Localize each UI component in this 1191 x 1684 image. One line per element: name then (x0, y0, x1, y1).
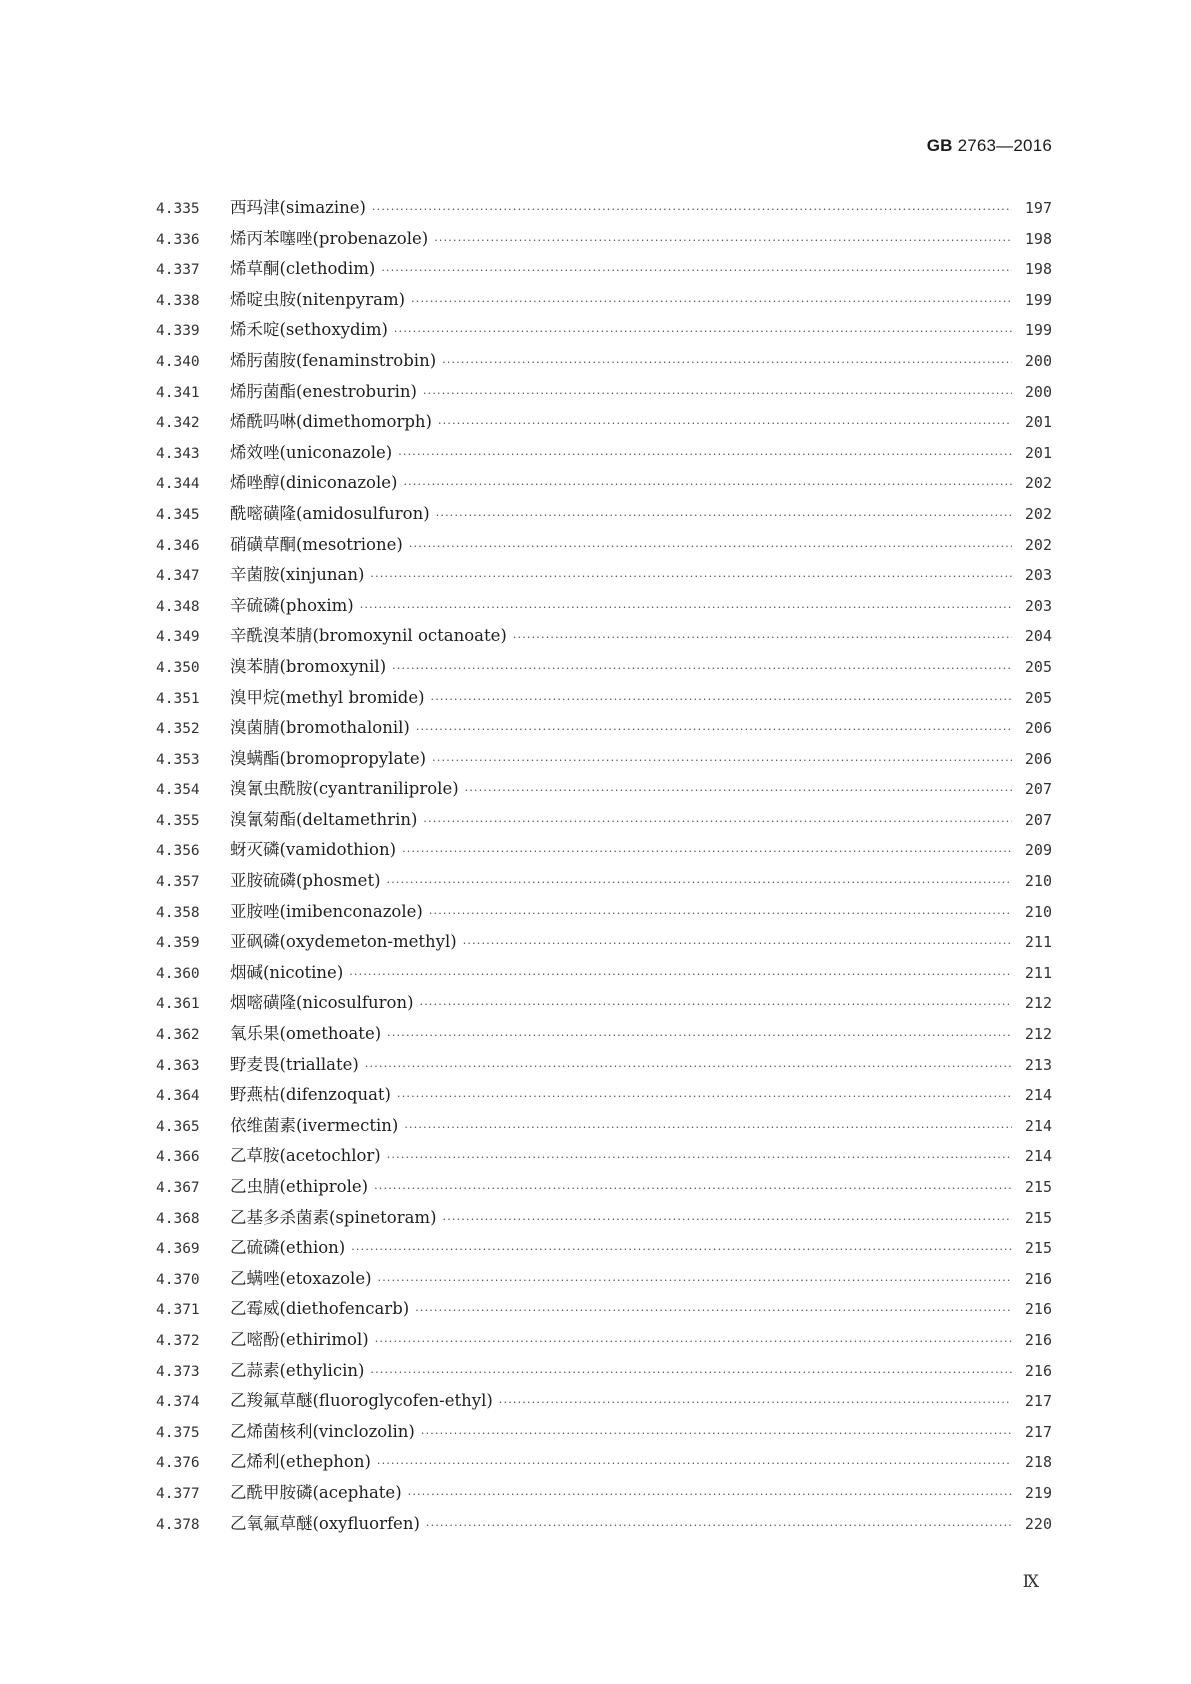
toc-entry[interactable] (156, 1264, 1052, 1295)
toc-dot-leader (420, 990, 1012, 1019)
toc-entry-page[interactable]: 213 (1024, 1055, 1052, 1074)
toc-entry-number: 4.350 (156, 659, 200, 676)
toc-entry-title[interactable]: 乙羧氟草醚(fluoroglycofen-ethyl) (230, 1391, 493, 1411)
toc-entry-number: 4.355 (156, 812, 200, 829)
toc-entry-number: 4.361 (156, 996, 200, 1013)
toc-entry[interactable] (156, 1325, 1052, 1356)
toc-entry-number: 4.357 (156, 874, 200, 891)
toc-entry-title[interactable]: 乙蒜素(ethylicin) (230, 1360, 365, 1380)
toc-entry-page[interactable]: 204 (1024, 627, 1052, 646)
toc-entry[interactable] (156, 346, 1052, 377)
toc-entry-page[interactable]: 200 (1024, 382, 1052, 401)
toc-entry-title[interactable]: 烯草酮(clethodim) (230, 259, 376, 279)
toc-entry-number: 4.372 (156, 1332, 200, 1349)
toc-entry-title[interactable]: 乙霉威(diethofencarb) (230, 1299, 410, 1319)
toc-entry-title[interactable]: 乙虫腈(ethiprole) (230, 1177, 369, 1196)
toc-entry[interactable] (156, 254, 1052, 285)
toc-entry[interactable] (156, 285, 1052, 316)
toc-entry-number: 4.359 (156, 935, 200, 952)
toc-dot-leader (438, 409, 1012, 438)
toc-entry-title[interactable]: 溴苯腈(bromoxynil) (230, 656, 387, 676)
toc-entry-page[interactable]: 207 (1024, 810, 1052, 829)
toc-entry-page[interactable]: 198 (1024, 229, 1052, 248)
toc-entry-number: 4.364 (156, 1088, 200, 1105)
toc-entry-page[interactable]: 215 (1024, 1239, 1052, 1258)
toc-entry-title[interactable]: 溴螨酯(bromopropylate) (230, 748, 427, 768)
toc-entry-page[interactable]: 216 (1024, 1361, 1052, 1380)
toc-dot-leader (436, 501, 1012, 530)
toc-entry[interactable] (156, 224, 1052, 255)
toc-entry-page[interactable]: 197 (1024, 199, 1052, 217)
toc-entry[interactable] (156, 774, 1052, 805)
toc-entry-title[interactable]: 烯唑醇(diniconazole) (230, 473, 398, 493)
toc-dot-leader (415, 1296, 1012, 1325)
toc-entry[interactable] (156, 193, 1052, 224)
toc-entry-title[interactable]: 烯禾啶(sethoxydim) (230, 320, 388, 340)
toc-entry-page[interactable]: 202 (1024, 474, 1052, 493)
toc-entry-page[interactable]: 207 (1024, 780, 1052, 799)
toc-entry-number: 4.341 (156, 384, 200, 401)
toc-entry-page[interactable]: 219 (1024, 1483, 1052, 1502)
toc-entry-page[interactable]: 216 (1024, 1269, 1052, 1288)
toc-entry-number: 4.370 (156, 1271, 200, 1288)
toc-entry[interactable] (156, 1356, 1052, 1387)
toc-dot-leader (513, 623, 1012, 652)
toc-entry[interactable] (156, 1080, 1052, 1111)
toc-entry-number: 4.354 (156, 782, 200, 799)
toc-entry-title[interactable]: 溴氰虫酰胺(cyantraniliprole) (230, 779, 459, 799)
toc-entry-page[interactable]: 202 (1024, 535, 1052, 554)
toc-dot-leader (351, 1235, 1012, 1264)
toc-entry-title[interactable]: 溴甲烷(methyl bromide) (230, 687, 425, 707)
toc-entry-number: 4.347 (156, 568, 200, 585)
toc-entry[interactable] (156, 621, 1052, 652)
toc-entry-number: 4.378 (156, 1516, 200, 1533)
toc-dot-leader (465, 776, 1012, 805)
toc-entry-number: 4.376 (156, 1455, 200, 1472)
toc-entry-title[interactable]: 氧乐果(omethoate) (230, 1024, 382, 1044)
toc-entry[interactable] (156, 897, 1052, 928)
toc-entry-title[interactable]: 烯肟菌酯(enestroburin) (230, 381, 417, 401)
toc-entry-page[interactable]: 214 (1024, 1116, 1052, 1135)
toc-entry-title[interactable]: 乙烯利(ethephon) (230, 1452, 371, 1472)
toc-entry-number: 4.377 (156, 1485, 200, 1502)
toc-dot-leader (365, 1052, 1012, 1081)
toc-dot-leader (404, 1113, 1012, 1142)
toc-entry-number: 4.349 (156, 629, 200, 646)
toc-entry-title[interactable]: 乙草胺(acetochlor) (230, 1146, 381, 1166)
toc-dot-leader (374, 1174, 1012, 1203)
toc-entry-page[interactable]: 216 (1024, 1300, 1052, 1319)
toc-entry[interactable] (156, 1050, 1052, 1081)
toc-dot-leader (402, 837, 1012, 866)
toc-dot-leader (443, 1205, 1012, 1234)
toc-dot-leader (463, 929, 1012, 958)
toc-entry-number: 4.351 (156, 690, 200, 707)
toc-entry-page[interactable]: 214 (1024, 1086, 1052, 1105)
toc-entry-title[interactable]: 溴氰菊酯(deltamethrin) (230, 809, 418, 829)
toc-entry-number: 4.342 (156, 415, 200, 432)
toc-entry-page[interactable]: 201 (1024, 413, 1052, 432)
toc-entry-number: 4.348 (156, 598, 200, 615)
toc-entry[interactable] (156, 1111, 1052, 1142)
toc-entry-page[interactable]: 202 (1024, 504, 1052, 523)
toc-dot-leader (411, 287, 1012, 316)
toc-entry[interactable] (156, 1233, 1052, 1264)
toc-dot-leader (423, 807, 1012, 836)
toc-dot-leader (377, 1449, 1012, 1478)
toc-entry-page[interactable]: 212 (1024, 994, 1052, 1013)
toc-entry-page[interactable]: 203 (1024, 566, 1052, 585)
toc-entry-number: 4.363 (156, 1057, 200, 1074)
toc-entry-title[interactable]: 亚砜磷(oxydemeton-methyl) (230, 932, 457, 952)
toc-entry-title[interactable]: 烯肟菌胺(fenaminstrobin) (230, 350, 437, 370)
toc-entry[interactable] (156, 1417, 1052, 1448)
toc-entry-number: 4.365 (156, 1118, 200, 1135)
toc-entry-number: 4.375 (156, 1424, 200, 1441)
toc-entry[interactable] (156, 988, 1052, 1019)
toc-entry[interactable] (156, 958, 1052, 989)
toc-entry-number: 4.346 (156, 537, 200, 554)
toc-entry-title[interactable]: 亚胺硫磷(phosmet) (230, 871, 381, 891)
toc-entry[interactable] (156, 1447, 1052, 1478)
toc-entry-title[interactable]: 亚胺唑(imibenconazole) (230, 901, 423, 921)
toc-entry-number: 4.374 (156, 1394, 200, 1411)
toc-entry-number: 4.338 (156, 292, 200, 309)
toc-entry[interactable] (156, 805, 1052, 836)
document-code-header (927, 136, 1052, 156)
toc-entry-page[interactable]: 203 (1024, 596, 1052, 615)
toc-entry-page[interactable]: 206 (1024, 749, 1052, 768)
toc-entry[interactable] (156, 468, 1052, 499)
toc-entry-title[interactable]: 乙酰甲胺磷(acephate) (230, 1482, 402, 1502)
toc-dot-leader (409, 532, 1012, 561)
toc-entry-number: 4.344 (156, 476, 200, 493)
toc-dot-leader (378, 1266, 1012, 1295)
toc-entry-title[interactable]: 野燕枯(difenzoquat) (230, 1085, 391, 1105)
toc-entry-number: 4.337 (156, 262, 200, 279)
toc-dot-leader (403, 470, 1012, 499)
toc-dot-leader (381, 256, 1012, 285)
toc-entry-title[interactable]: 烯啶虫胺(nitenpyram) (230, 289, 406, 309)
toc-entry-number: 4.356 (156, 843, 200, 860)
toc-entry[interactable] (156, 1478, 1052, 1509)
toc-entry-page[interactable]: 211 (1024, 933, 1052, 952)
page-number: Ⅸ (1022, 1572, 1039, 1591)
toc-entry[interactable] (156, 407, 1052, 438)
toc-entry-title[interactable]: 烯酰吗啉(dimethomorph) (230, 412, 432, 432)
toc-entry-page[interactable]: 214 (1024, 1147, 1052, 1166)
toc-dot-leader (392, 654, 1012, 683)
toc-entry[interactable] (156, 1141, 1052, 1172)
toc-entry-page[interactable]: 209 (1024, 841, 1052, 860)
toc-entry-title[interactable]: 烯丙苯噻唑(probenazole) (230, 228, 429, 248)
toc-entry[interactable] (156, 1203, 1052, 1234)
standard-number: 2763—2016 (957, 136, 1052, 155)
toc-entry-title[interactable]: 硝磺草酮(mesotrione) (230, 534, 403, 554)
toc-entry[interactable] (156, 591, 1052, 622)
toc-dot-leader (387, 1143, 1012, 1172)
toc-entry-title[interactable]: 乙氧氟草醚(oxyfluorfen) (230, 1513, 420, 1533)
toc-entry-page[interactable]: 210 (1024, 872, 1052, 891)
toc-entry-page[interactable]: 217 (1024, 1392, 1052, 1411)
toc-entry-number: 4.367 (156, 1180, 200, 1196)
toc-entry-number: 4.373 (156, 1363, 200, 1380)
toc-entry-page[interactable]: 200 (1024, 351, 1052, 370)
toc-entry-page[interactable]: 217 (1024, 1422, 1052, 1441)
toc-entry-number: 4.345 (156, 506, 200, 523)
toc-dot-leader (442, 348, 1012, 377)
toc-entry-page[interactable]: 201 (1024, 443, 1052, 462)
toc-entry[interactable] (156, 530, 1052, 561)
toc-entry-title[interactable]: 辛硫磷(phoxim) (230, 595, 354, 615)
toc-entry[interactable] (156, 1294, 1052, 1325)
toc-dot-leader (394, 317, 1012, 346)
toc-entry-number: 4.358 (156, 904, 200, 921)
toc-entry-number: 4.368 (156, 1210, 200, 1227)
toc-entry[interactable] (156, 1509, 1052, 1540)
toc-entry-title[interactable]: 烟碱(nicotine) (230, 962, 344, 982)
toc-dot-leader (397, 1082, 1012, 1111)
toc-entry[interactable] (156, 560, 1052, 591)
toc-dot-leader (421, 1419, 1012, 1448)
toc-entry-number: 4.339 (156, 323, 200, 340)
toc-dot-leader (408, 1480, 1012, 1509)
toc-dot-leader (423, 379, 1012, 408)
toc-entry-number: 4.352 (156, 721, 200, 738)
toc-entry-number: 4.366 (156, 1149, 200, 1166)
toc-entry-title[interactable]: 烟嘧磺隆(nicosulfuron) (230, 993, 414, 1013)
toc-dot-leader (372, 195, 1012, 224)
toc-entry[interactable] (156, 315, 1052, 346)
standard-prefix: GB (926, 136, 953, 155)
toc-entry-title[interactable]: 蚜灭磷(vamidothion) (230, 840, 397, 860)
toc-entry[interactable] (156, 1172, 1052, 1203)
toc-entry-page[interactable]: 218 (1024, 1453, 1052, 1472)
toc-entry[interactable] (156, 1386, 1052, 1417)
toc-entry-page[interactable]: 198 (1024, 260, 1052, 279)
toc-dot-leader (416, 715, 1012, 744)
toc-dot-leader (370, 1358, 1012, 1387)
toc-entry-page[interactable]: 205 (1024, 688, 1052, 707)
toc-entry[interactable] (156, 866, 1052, 897)
toc-entry-page[interactable]: 212 (1024, 1025, 1052, 1044)
toc-entry-title[interactable]: 乙螨唑(etoxazole) (230, 1268, 372, 1288)
toc-entry-title[interactable]: 辛酰溴苯腈(bromoxynil octanoate) (230, 626, 507, 646)
toc-entry[interactable] (156, 499, 1052, 530)
toc-dot-leader (370, 562, 1012, 591)
toc-entry-title[interactable]: 乙嘧酚(ethirimol) (230, 1329, 369, 1349)
toc-entry-page[interactable]: 215 (1024, 1208, 1052, 1227)
toc-entry-title[interactable]: 西玛津(simazine) (230, 198, 366, 217)
toc-dot-leader (387, 1021, 1012, 1050)
table-of-contents (156, 193, 1052, 1539)
toc-entry-number: 4.340 (156, 353, 200, 370)
toc-entry-number: 4.360 (156, 965, 200, 982)
toc-entry-page[interactable]: 220 (1024, 1514, 1052, 1533)
toc-entry[interactable] (156, 835, 1052, 866)
toc-dot-leader (360, 593, 1012, 622)
toc-dot-leader (387, 868, 1012, 897)
toc-dot-leader (434, 226, 1012, 255)
toc-entry-title[interactable]: 溴菌腈(bromothalonil) (230, 718, 410, 738)
toc-entry[interactable] (156, 1019, 1052, 1050)
toc-entry-page[interactable]: 211 (1024, 963, 1052, 982)
toc-entry-title[interactable]: 烯效唑(uniconazole) (230, 442, 393, 462)
toc-entry-number: 4.362 (156, 1027, 200, 1044)
toc-entry-number: 4.353 (156, 751, 200, 768)
toc-entry-title[interactable]: 酰嘧磺隆(amidosulfuron) (230, 503, 430, 523)
toc-entry-page[interactable]: 215 (1024, 1178, 1052, 1196)
toc-entry-page[interactable]: 199 (1024, 321, 1052, 340)
toc-entry-page[interactable]: 199 (1024, 290, 1052, 309)
toc-entry-page[interactable]: 206 (1024, 719, 1052, 738)
toc-entry-number: 4.371 (156, 1302, 200, 1319)
toc-dot-leader (398, 440, 1012, 469)
toc-entry-page[interactable]: 210 (1024, 902, 1052, 921)
toc-entry[interactable] (156, 744, 1052, 775)
toc-dot-leader (375, 1327, 1012, 1356)
toc-entry-number: 4.369 (156, 1241, 200, 1258)
toc-entry[interactable] (156, 652, 1052, 683)
toc-dot-leader (349, 960, 1012, 989)
toc-entry-page[interactable]: 216 (1024, 1330, 1052, 1349)
toc-dot-leader (426, 1511, 1012, 1540)
toc-dot-leader (429, 899, 1012, 928)
toc-entry-title[interactable]: 辛菌胺(xinjunan) (230, 565, 365, 585)
toc-entry-title[interactable]: 乙基多杀菌素(spinetoram) (230, 1207, 437, 1227)
toc-entry-number: 4.335 (156, 201, 200, 217)
toc-entry-title[interactable]: 乙硫磷(ethion) (230, 1238, 346, 1258)
toc-entry-number: 4.343 (156, 445, 200, 462)
toc-dot-leader (499, 1388, 1012, 1417)
toc-dot-leader (431, 685, 1012, 714)
toc-entry[interactable] (156, 438, 1052, 469)
toc-dot-leader (432, 746, 1012, 775)
toc-entry-title[interactable]: 乙烯菌核利(vinclozolin) (230, 1421, 415, 1441)
toc-entry[interactable] (156, 927, 1052, 958)
toc-entry[interactable] (156, 377, 1052, 408)
toc-entry-number: 4.336 (156, 231, 200, 248)
toc-entry-page[interactable]: 205 (1024, 657, 1052, 676)
toc-entry[interactable] (156, 713, 1052, 744)
toc-entry-title[interactable]: 依维菌素(ivermectin) (230, 1115, 399, 1135)
toc-entry[interactable] (156, 683, 1052, 714)
toc-entry-title[interactable]: 野麦畏(triallate) (230, 1054, 359, 1074)
